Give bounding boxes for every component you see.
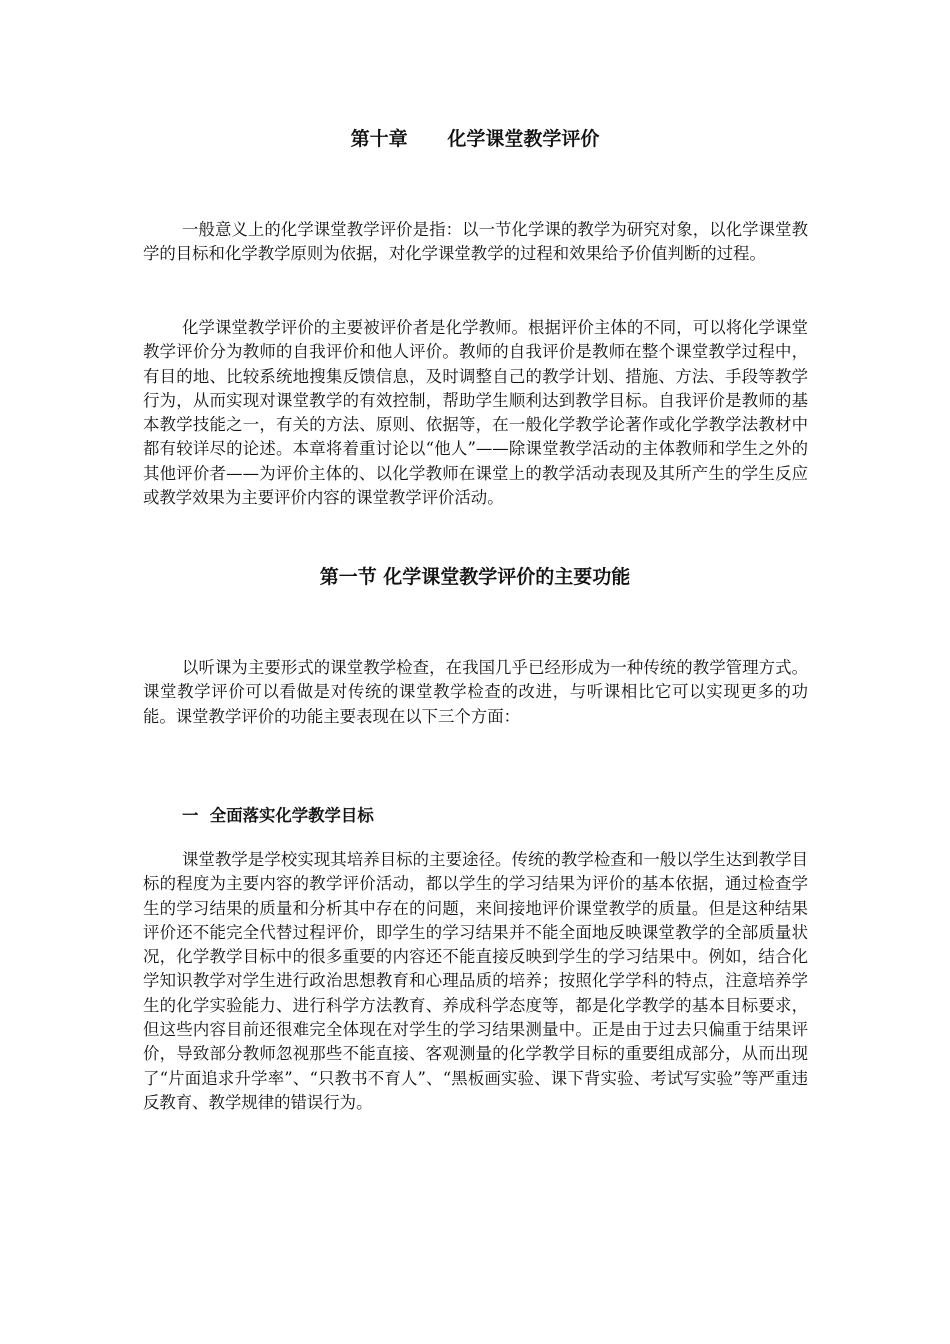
section-paragraph: 以听课为主要形式的课堂教学检查，在我国几乎已经形成为一种传统的教学管理方式。课堂教学评价可以看做是对传统的课堂教学检查的改进，与听课相比它可以实现更多的功能。课堂教学评价的功能主要表现在以下三个方面：: [143, 658, 808, 726]
intro-paragraph-1: 一般意义上的化学课堂教学评价是指：以一节化学课的教学为研究对象，以化学课堂教学的目标和化学教学原则为依据，对化学课堂教学的过程和效果给予价值判断的过程。: [143, 220, 808, 264]
subsection-title: 一 全面落实化学教学目标: [182, 806, 374, 825]
intro-paragraph-2: 化学课堂教学评价的主要被评价者是化学教师。根据评价主体的不同，可以将化学课堂教学评价分为教师的自我评价和他人评价。教师的自我评价是教师在整个课堂教学过程中，有目的地、比较系统地搜集反馈信息，及时调整自己的教学计划、措施、方法、手段等教学行为，从而实现对课堂教学的有效控制，帮助学生顺利达到教学目标。自我评价是教师的基本教学技能之一，有关的方法、原则、依据等，在一般化学教学论著作或化学教学法教材中都有较详尽的论述。本章将着重讨论以“他人”——除课堂教学活动的主体教师和学生之外的其他评价者——为评价主体的、以化学教师在课堂上的教学活动表现及其所产生的学生反应或教学效果为主要评价内容的课堂教学评价活动。: [143, 318, 808, 508]
subsection-paragraph: 课堂教学是学校实现其培养目标的主要途径。传统的教学检查和一般以学生达到教学目标的程度为主要内容的教学评价活动，都以学生的学习结果为评价的基本依据，通过检查学生的学习结果的质量和分析其中存在的问题，来间接地评价课堂教学的质量。但是这种结果评价还不能完全代替过程评价，即学生的学习结果并不能全面地反映课堂教学的全部质量状况，化学教学目标中的很多重要的内容还不能直接反映到学生的学习结果中。例如，结合化学知识教学对学生进行政治思想教育和心理品质的培养；按照化学学科的特点，注意培养学生的化学实验能力、进行科学方法教育、养成科学态度等，都是化学教学的基本目标要求，但这些内容目前还很难完全体现在对学生的学习结果测量中。正是由于过去只偏重于结果评价，导致部分教师忽视那些不能直接、客观测量的化学教学目标的重要组成部分，从而出现了“片面追求升学率”、“只教书不育人”、“黑板画实验、课下背实验、考试写实验”等严重违反教育、教学规律的错误行为。: [143, 850, 808, 1112]
chapter-title: 第十章 化学课堂教学评价: [350, 128, 600, 150]
section-title: 第一节 化学课堂教学评价的主要功能: [319, 566, 631, 588]
